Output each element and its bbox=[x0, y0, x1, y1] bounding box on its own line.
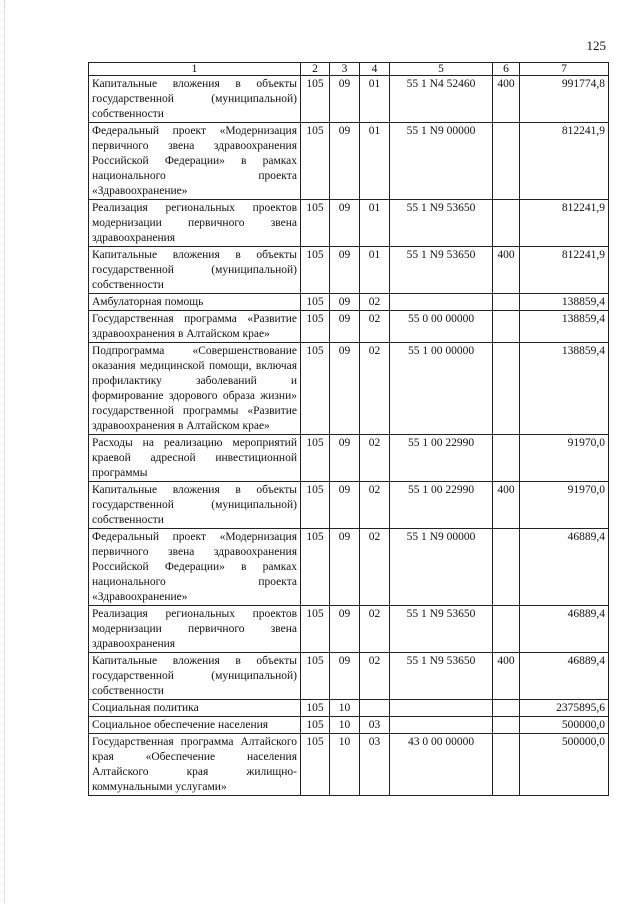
amount-cell: 91970,0 bbox=[520, 482, 609, 529]
amount-cell: 138859,4 bbox=[520, 311, 609, 343]
target-article-cell: 55 1 00 00000 bbox=[390, 343, 493, 435]
expense-type-cell bbox=[493, 200, 520, 247]
section-code-cell: 09 bbox=[330, 247, 360, 294]
subsection-code-cell: 02 bbox=[360, 294, 390, 311]
budget-table bbox=[88, 62, 609, 796]
amount-cell: 46889,4 bbox=[520, 606, 609, 653]
table-row bbox=[89, 482, 609, 529]
expense-type-cell bbox=[493, 311, 520, 343]
target-article-cell: 55 1 00 22990 bbox=[390, 435, 493, 482]
row-name-cell: Государственная программа «Развитие здравоохранения в Алтайском крае» bbox=[89, 311, 301, 343]
row-name-cell: Капитальные вложения в объекты государственной (муниципальной) собственности bbox=[89, 247, 301, 294]
row-name-cell: Федеральный проект «Модернизация первичного звена здравоохранения Российской Федерации» в рамках национального проекта «Здравоохранение» bbox=[89, 529, 301, 606]
ministry-code-cell: 105 bbox=[301, 482, 330, 529]
subsection-code-cell: 02 bbox=[360, 482, 390, 529]
row-name-cell: Реализация региональных проектов модернизации первичного звена здравоохранения bbox=[89, 200, 301, 247]
amount-cell: 500000,0 bbox=[520, 717, 609, 734]
ministry-code-cell: 105 bbox=[301, 717, 330, 734]
amount-cell: 812241,9 bbox=[520, 247, 609, 294]
ministry-code-cell: 105 bbox=[301, 123, 330, 200]
subsection-code-cell: 01 bbox=[360, 123, 390, 200]
section-code-cell: 09 bbox=[330, 123, 360, 200]
expense-type-cell: 400 bbox=[493, 247, 520, 294]
row-name-cell: Подпрограмма «Совершенствование оказания медицинской помощи, включая профилактику заболеваний и формирование здорового образа жизни» государственной программы «Развитие здравоохранения в Алтайском крае» bbox=[89, 343, 301, 435]
ministry-code-cell: 105 bbox=[301, 700, 330, 717]
ministry-code-cell: 105 bbox=[301, 343, 330, 435]
expense-type-cell: 400 bbox=[493, 653, 520, 700]
amount-cell: 812241,9 bbox=[520, 200, 609, 247]
amount-cell: 500000,0 bbox=[520, 734, 609, 796]
section-code-cell: 09 bbox=[330, 311, 360, 343]
column-header: 5 bbox=[390, 63, 493, 76]
expense-type-cell bbox=[493, 717, 520, 734]
target-article-cell: 55 1 00 22990 bbox=[390, 482, 493, 529]
table-row bbox=[89, 435, 609, 482]
section-code-cell: 10 bbox=[330, 717, 360, 734]
subsection-code-cell: 02 bbox=[360, 343, 390, 435]
amount-cell: 2375895,6 bbox=[520, 700, 609, 717]
row-name-cell: Социальное обеспечение населения bbox=[89, 717, 301, 734]
column-header: 2 bbox=[301, 63, 330, 76]
target-article-cell: 55 1 N9 00000 bbox=[390, 123, 493, 200]
table-row bbox=[89, 294, 609, 311]
ministry-code-cell: 105 bbox=[301, 606, 330, 653]
target-article-cell: 55 1 N9 53650 bbox=[390, 247, 493, 294]
section-code-cell: 09 bbox=[330, 435, 360, 482]
column-header: 6 bbox=[493, 63, 520, 76]
column-header: 1 bbox=[89, 63, 301, 76]
row-name-cell: Капитальные вложения в объекты государственной (муниципальной) собственности bbox=[89, 653, 301, 700]
subsection-code-cell: 02 bbox=[360, 653, 390, 700]
amount-cell: 991774,8 bbox=[520, 76, 609, 123]
expense-type-cell bbox=[493, 294, 520, 311]
page-number: 125 bbox=[586, 38, 606, 53]
ministry-code-cell: 105 bbox=[301, 311, 330, 343]
subsection-code-cell: 02 bbox=[360, 435, 390, 482]
subsection-code-cell: 03 bbox=[360, 717, 390, 734]
section-code-cell: 09 bbox=[330, 343, 360, 435]
section-code-cell: 09 bbox=[330, 294, 360, 311]
column-header: 4 bbox=[360, 63, 390, 76]
row-name-cell: Капитальные вложения в объекты государственной (муниципальной) собственности bbox=[89, 76, 301, 123]
section-code-cell: 09 bbox=[330, 76, 360, 123]
row-name-cell: Реализация региональных проектов модернизации первичного звена здравоохранения bbox=[89, 606, 301, 653]
table-row bbox=[89, 529, 609, 606]
target-article-cell: 55 1 N9 53650 bbox=[390, 200, 493, 247]
amount-cell: 46889,4 bbox=[520, 653, 609, 700]
subsection-code-cell: 02 bbox=[360, 606, 390, 653]
target-article-cell bbox=[390, 294, 493, 311]
target-article-cell: 55 1 N9 53650 bbox=[390, 606, 493, 653]
section-code-cell: 09 bbox=[330, 529, 360, 606]
row-name-cell: Расходы на реализацию мероприятий краевой адресной инвестиционной программы bbox=[89, 435, 301, 482]
amount-cell: 812241,9 bbox=[520, 123, 609, 200]
target-article-cell: 55 1 N9 00000 bbox=[390, 529, 493, 606]
row-name-cell: Федеральный проект «Модернизация первичного звена здравоохранения Российской Федерации» в рамках национального проекта «Здравоохранение» bbox=[89, 123, 301, 200]
ministry-code-cell: 105 bbox=[301, 200, 330, 247]
table-row bbox=[89, 653, 609, 700]
subsection-code-cell bbox=[360, 700, 390, 717]
subsection-code-cell: 02 bbox=[360, 311, 390, 343]
target-article-cell: 43 0 00 00000 bbox=[390, 734, 493, 796]
amount-cell: 91970,0 bbox=[520, 435, 609, 482]
table-row bbox=[89, 247, 609, 294]
expense-type-cell bbox=[493, 123, 520, 200]
table-row bbox=[89, 123, 609, 200]
page-edge-dotted-line bbox=[4, 0, 5, 904]
row-name-cell: Капитальные вложения в объекты государственной (муниципальной) собственности bbox=[89, 482, 301, 529]
table-row bbox=[89, 343, 609, 435]
target-article-cell: 55 1 N4 52460 bbox=[390, 76, 493, 123]
target-article-cell bbox=[390, 700, 493, 717]
table-row bbox=[89, 606, 609, 653]
ministry-code-cell: 105 bbox=[301, 435, 330, 482]
row-name-cell: Амбулаторная помощь bbox=[89, 294, 301, 311]
row-name-cell: Социальная политика bbox=[89, 700, 301, 717]
table-row bbox=[89, 700, 609, 717]
table-row bbox=[89, 200, 609, 247]
expense-type-cell bbox=[493, 606, 520, 653]
section-code-cell: 09 bbox=[330, 200, 360, 247]
subsection-code-cell: 01 bbox=[360, 247, 390, 294]
section-code-cell: 09 bbox=[330, 482, 360, 529]
target-article-cell: 55 0 00 00000 bbox=[390, 311, 493, 343]
amount-cell: 138859,4 bbox=[520, 294, 609, 311]
subsection-code-cell: 01 bbox=[360, 200, 390, 247]
table-row bbox=[89, 717, 609, 734]
row-name-cell: Государственная программа Алтайского края «Обеспечение населения Алтайского края жилищно-коммунальными услугами» bbox=[89, 734, 301, 796]
table-row bbox=[89, 76, 609, 123]
column-header: 7 bbox=[520, 63, 609, 76]
section-code-cell: 10 bbox=[330, 734, 360, 796]
ministry-code-cell: 105 bbox=[301, 247, 330, 294]
ministry-code-cell: 105 bbox=[301, 734, 330, 796]
expense-type-cell bbox=[493, 700, 520, 717]
expense-type-cell: 400 bbox=[493, 482, 520, 529]
expense-type-cell bbox=[493, 734, 520, 796]
subsection-code-cell: 03 bbox=[360, 734, 390, 796]
ministry-code-cell: 105 bbox=[301, 294, 330, 311]
table-row bbox=[89, 311, 609, 343]
amount-cell: 46889,4 bbox=[520, 529, 609, 606]
expense-type-cell: 400 bbox=[493, 76, 520, 123]
ministry-code-cell: 105 bbox=[301, 76, 330, 123]
section-code-cell: 09 bbox=[330, 653, 360, 700]
subsection-code-cell: 01 bbox=[360, 76, 390, 123]
section-code-cell: 10 bbox=[330, 700, 360, 717]
expense-type-cell bbox=[493, 343, 520, 435]
expense-type-cell bbox=[493, 529, 520, 606]
section-code-cell: 09 bbox=[330, 606, 360, 653]
table-header-row bbox=[89, 63, 609, 76]
target-article-cell bbox=[390, 717, 493, 734]
amount-cell: 138859,4 bbox=[520, 343, 609, 435]
ministry-code-cell: 105 bbox=[301, 653, 330, 700]
target-article-cell: 55 1 N9 53650 bbox=[390, 653, 493, 700]
column-header: 3 bbox=[330, 63, 360, 76]
subsection-code-cell: 02 bbox=[360, 529, 390, 606]
table-body bbox=[89, 76, 609, 796]
expense-type-cell bbox=[493, 435, 520, 482]
table-row bbox=[89, 734, 609, 796]
ministry-code-cell: 105 bbox=[301, 529, 330, 606]
